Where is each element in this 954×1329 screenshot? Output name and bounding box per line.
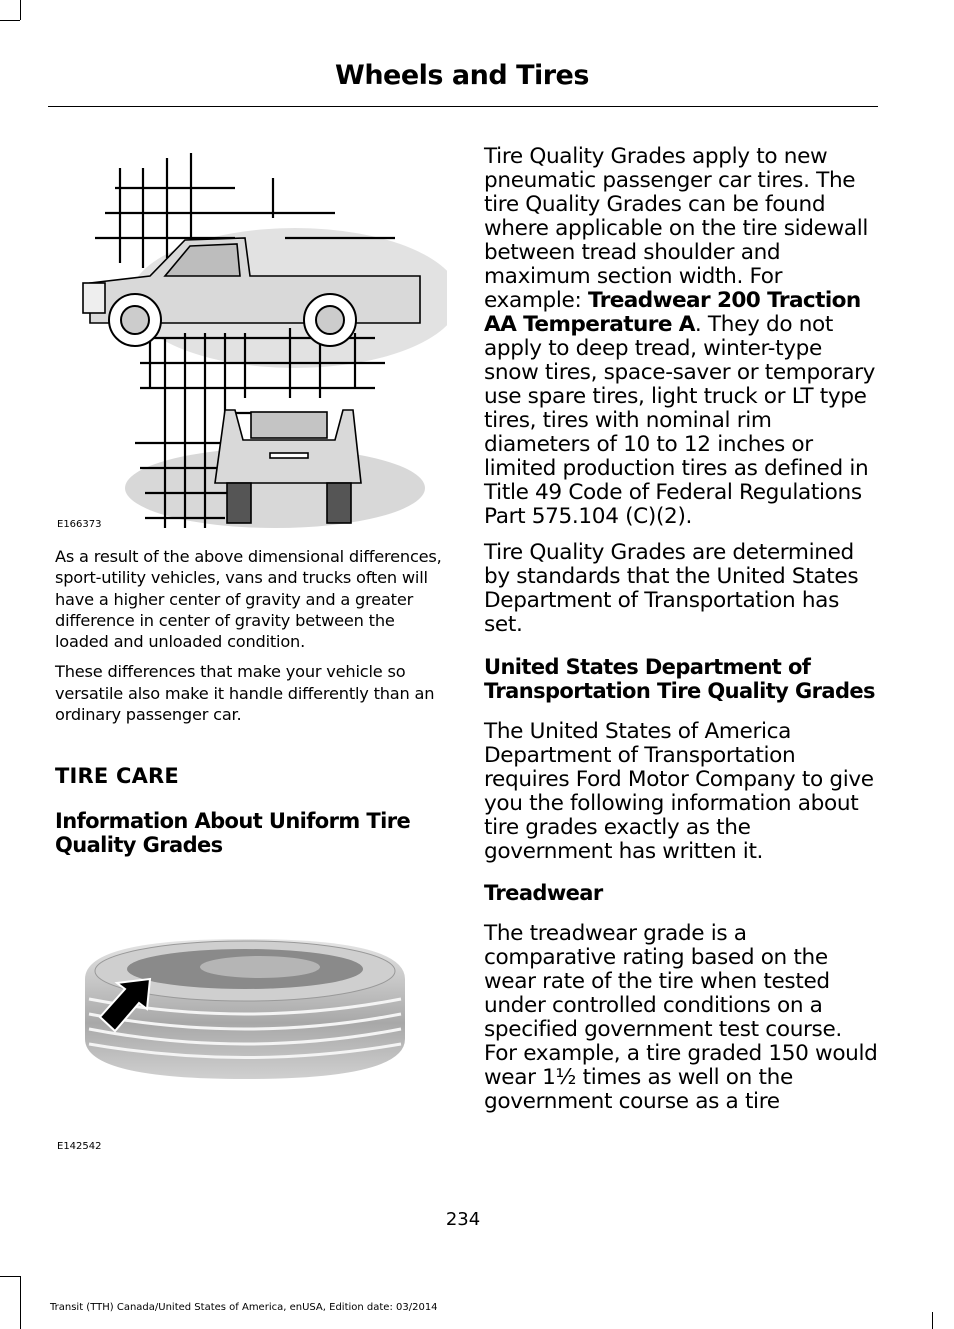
vehicle-dimension-figure <box>55 148 447 540</box>
left-column <box>55 148 447 1189</box>
paragraph-text: Tire Quality Grades apply to new pneumatic passenger car tires. The tire Quality Grades can be found where applicable on the tire sidewall between tread shoulder and maximum section width. For example: <box>484 144 869 313</box>
right-column <box>484 145 878 1114</box>
subsection-heading: Information About Uniform Tire Quality Grades <box>55 809 411 858</box>
tire-illustration <box>55 909 447 1109</box>
paragraph: As a result of the above dimensional differences, sport-utility vehicles, vans and trucks often will have a higher center of gravity and a greater difference in center of gravity between the loaded and unloaded condition. <box>55 547 442 652</box>
crop-mark <box>20 0 21 20</box>
footer-text: Transit (TTH) Canada/United States of America, enUSA, Edition date: 03/2014 <box>50 1302 438 1313</box>
page-title: Wheels and Tires <box>335 60 589 91</box>
paragraph: Tire Quality Grades are determined by standards that the United States Department of Transportation has set. <box>484 540 859 637</box>
subsection-heading: United States Department of Transportation Tire Quality Grades <box>484 655 875 703</box>
crop-mark <box>0 20 20 21</box>
tire-figure <box>55 909 447 1189</box>
paragraph: The treadwear grade is a comparative rating based on the wear rate of the tire when tested under controlled conditions on a specified government test course. For example, a tire graded 150 would wear 1½ times as well on the government course as a tire <box>484 921 878 1114</box>
paragraph: The United States of America Department of Transportation requires Ford Motor Company to give you the following information about tire grades exactly as the government has written it. <box>484 719 874 864</box>
figure-code: E142542 <box>57 1141 102 1153</box>
figure-code: E166373 <box>57 519 102 530</box>
page-number: 234 <box>445 1209 481 1230</box>
paragraph: These differences that make your vehicle so versatile also make it handle differently than an ordinary passenger car. <box>55 662 435 725</box>
vehicle-grid-illustration <box>55 148 447 540</box>
subsection-heading: Treadwear <box>484 881 603 905</box>
section-heading: TIRE CARE <box>55 764 179 789</box>
paragraph <box>484 145 878 529</box>
example-grade: Treadwear 200 Traction AA Temperature A <box>484 288 861 337</box>
paragraph-text: . They do not apply to deep tread, winter-type snow tires, space-saver or temporary use spare tires, light truck or LT type tires, tires with nominal rim diameters of 10 to 12 inches or limited production tires as defined in Title 49 Code of Federal Regulations Part 575.104 (C)(2). <box>484 312 876 529</box>
crop-mark <box>0 1276 20 1277</box>
crop-mark <box>932 1312 933 1329</box>
crop-mark <box>20 1276 21 1329</box>
header-rule <box>48 106 878 107</box>
